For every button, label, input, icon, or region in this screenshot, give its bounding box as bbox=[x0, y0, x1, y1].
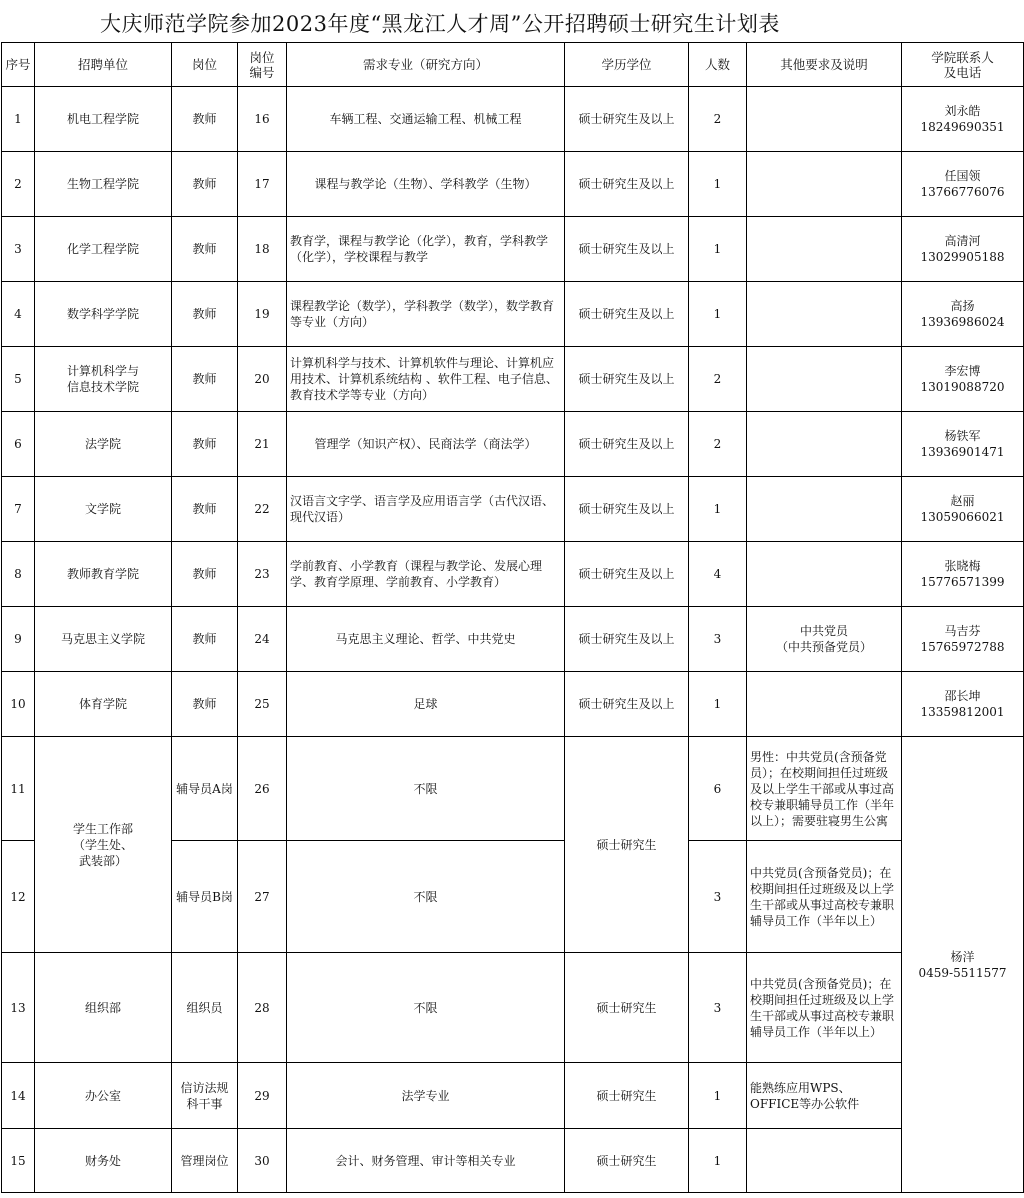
cell-major: 不限 bbox=[287, 841, 565, 953]
table-row bbox=[2, 1129, 1024, 1193]
cell-unit: 数学科学学院 bbox=[35, 282, 172, 347]
cell-contact-merged bbox=[902, 737, 1024, 1193]
cell-unit bbox=[35, 347, 172, 412]
cell-post: 教师 bbox=[172, 672, 238, 737]
cell-seq: 11 bbox=[2, 737, 35, 841]
cell-degree: 硕士研究生 bbox=[565, 953, 689, 1063]
cell-count: 1 bbox=[689, 1063, 747, 1129]
cell-other: 中共党员(含预备党员)；在校期间担任过班级及以上学生干部或从事过高校专兼职辅导员工作（半年以上） bbox=[747, 953, 902, 1063]
header-row bbox=[2, 43, 1024, 87]
cell-other bbox=[747, 87, 902, 152]
unit-line3: 武装部） bbox=[78, 853, 127, 868]
table-row bbox=[2, 347, 1024, 412]
contact-name: 马吉芬 bbox=[944, 624, 981, 638]
cell-other bbox=[747, 282, 902, 347]
cell-seq: 10 bbox=[2, 672, 35, 737]
table-row bbox=[2, 1063, 1024, 1129]
unit-line2: 信息技术学院 bbox=[66, 380, 139, 394]
header-post: 岗位 bbox=[172, 43, 238, 87]
cell-other: 男性：中共党员(含预备党员）；在校期间担任过班级及以上学生干部或从事过高校专兼职辅导员工作（半年以上）；需要驻寝男生公寓 bbox=[747, 737, 902, 841]
cell-code: 28 bbox=[238, 953, 287, 1063]
table-row bbox=[2, 412, 1024, 477]
other-line2: （中共预备党员） bbox=[775, 640, 872, 654]
cell-seq: 2 bbox=[2, 152, 35, 217]
cell-other bbox=[747, 152, 902, 217]
cell-other bbox=[747, 217, 902, 282]
cell-seq: 8 bbox=[2, 542, 35, 607]
cell-post: 教师 bbox=[172, 347, 238, 412]
cell-degree: 硕士研究生及以上 bbox=[565, 152, 689, 217]
cell-degree: 硕士研究生及以上 bbox=[565, 282, 689, 347]
cell-post: 教师 bbox=[172, 282, 238, 347]
cell-count: 3 bbox=[689, 953, 747, 1063]
table-row bbox=[2, 87, 1024, 152]
cell-major: 计算机科学与技术、计算机软件与理论、计算机应用技术、计算机系统结构 、软件工程、电子信息、教育技术学等专业（方向） bbox=[287, 347, 565, 412]
cell-degree: 硕士研究生及以上 bbox=[565, 87, 689, 152]
contact-phone: 13359812001 bbox=[920, 705, 1005, 719]
cell-seq: 4 bbox=[2, 282, 35, 347]
contact-name: 高清河 bbox=[944, 234, 981, 248]
cell-post: 教师 bbox=[172, 477, 238, 542]
cell-seq: 12 bbox=[2, 841, 35, 953]
cell-code: 27 bbox=[238, 841, 287, 953]
contact-name: 赵丽 bbox=[950, 494, 975, 508]
cell-post: 教师 bbox=[172, 217, 238, 282]
cell-major: 管理学（知识产权）、民商法学（商法学） bbox=[287, 412, 565, 477]
cell-seq: 14 bbox=[2, 1063, 35, 1129]
cell-count: 4 bbox=[689, 542, 747, 607]
header-contact-line1: 学院联系人 bbox=[931, 49, 994, 65]
cell-unit-merged bbox=[35, 737, 172, 953]
cell-degree: 硕士研究生及以上 bbox=[565, 412, 689, 477]
cell-unit: 生物工程学院 bbox=[35, 152, 172, 217]
cell-other bbox=[747, 347, 902, 412]
cell-major: 汉语言文字学、语言学及应用语言学（古代汉语、现代汉语） bbox=[287, 477, 565, 542]
cell-code: 19 bbox=[238, 282, 287, 347]
cell-post: 教师 bbox=[172, 607, 238, 672]
document-title bbox=[0, 0, 1024, 42]
contact-phone: 18249690351 bbox=[920, 120, 1005, 134]
cell-other: 中共党员(含预备党员)；在校期间担任过班级及以上学生干部或从事过高校专兼职辅导员工作（半年以上） bbox=[747, 841, 902, 953]
cell-code: 29 bbox=[238, 1063, 287, 1129]
cell-other bbox=[747, 672, 902, 737]
contact-phone: 0459-5511577 bbox=[918, 965, 1007, 980]
cell-other: 能熟练应用WPS、OFFICE等办公软件 bbox=[747, 1063, 902, 1129]
table-row bbox=[2, 607, 1024, 672]
cell-code: 30 bbox=[238, 1129, 287, 1193]
cell-degree: 硕士研究生及以上 bbox=[565, 477, 689, 542]
cell-major: 不限 bbox=[287, 953, 565, 1063]
cell-code: 26 bbox=[238, 737, 287, 841]
unit-line1: 学生工作部 bbox=[72, 821, 133, 836]
cell-code: 22 bbox=[238, 477, 287, 542]
cell-major: 法学专业 bbox=[287, 1063, 565, 1129]
contact-name: 杨洋 bbox=[950, 949, 975, 964]
table-row bbox=[2, 152, 1024, 217]
table-row bbox=[2, 477, 1024, 542]
cell-code: 24 bbox=[238, 607, 287, 672]
contact-name: 刘永皓 bbox=[944, 104, 981, 118]
contact-name: 杨铁军 bbox=[944, 429, 981, 443]
contact-name: 高扬 bbox=[950, 299, 975, 313]
contact-name: 张晓梅 bbox=[944, 559, 981, 573]
cell-count: 1 bbox=[689, 672, 747, 737]
cell-unit: 马克思主义学院 bbox=[35, 607, 172, 672]
cell-count: 3 bbox=[689, 841, 747, 953]
cell-unit: 教师教育学院 bbox=[35, 542, 172, 607]
header-contact-line2: 及电话 bbox=[943, 64, 982, 80]
contact-phone: 15765972788 bbox=[920, 640, 1005, 654]
cell-contact bbox=[902, 672, 1024, 737]
contact-phone: 15776571399 bbox=[920, 575, 1005, 589]
contact-phone: 13029905188 bbox=[920, 250, 1005, 264]
cell-other bbox=[747, 607, 902, 672]
contact-phone: 13019088720 bbox=[920, 380, 1005, 394]
cell-unit: 办公室 bbox=[35, 1063, 172, 1129]
cell-post: 管理岗位 bbox=[172, 1129, 238, 1193]
cell-seq: 3 bbox=[2, 217, 35, 282]
post-line1: 信访法规 bbox=[180, 1080, 229, 1095]
cell-code: 23 bbox=[238, 542, 287, 607]
cell-unit: 化学工程学院 bbox=[35, 217, 172, 282]
cell-contact bbox=[902, 412, 1024, 477]
cell-seq: 6 bbox=[2, 412, 35, 477]
cell-code: 16 bbox=[238, 87, 287, 152]
cell-code: 17 bbox=[238, 152, 287, 217]
cell-degree: 硕士研究生 bbox=[565, 1063, 689, 1129]
cell-seq: 5 bbox=[2, 347, 35, 412]
header-other: 其他要求及说明 bbox=[747, 43, 902, 87]
table-row bbox=[2, 953, 1024, 1063]
cell-degree: 硕士研究生及以上 bbox=[565, 672, 689, 737]
cell-degree: 硕士研究生及以上 bbox=[565, 607, 689, 672]
table-row bbox=[2, 737, 1024, 841]
cell-seq: 7 bbox=[2, 477, 35, 542]
table-row bbox=[2, 217, 1024, 282]
cell-count: 1 bbox=[689, 477, 747, 542]
contact-name: 任国领 bbox=[944, 169, 981, 183]
cell-other bbox=[747, 412, 902, 477]
post-line2: 科干事 bbox=[186, 1096, 223, 1111]
cell-unit: 财务处 bbox=[35, 1129, 172, 1193]
unit-line2: （学生处、 bbox=[72, 837, 133, 852]
cell-contact bbox=[902, 542, 1024, 607]
cell-other bbox=[747, 477, 902, 542]
cell-post: 教师 bbox=[172, 542, 238, 607]
cell-count: 6 bbox=[689, 737, 747, 841]
cell-major: 课程与教学论（生物）、学科教学（生物） bbox=[287, 152, 565, 217]
cell-count: 1 bbox=[689, 217, 747, 282]
cell-major: 会计、财务管理、审计等相关专业 bbox=[287, 1129, 565, 1193]
cell-contact bbox=[902, 87, 1024, 152]
unit-line1: 计算机科学与 bbox=[66, 364, 139, 378]
contact-name: 邵长坤 bbox=[944, 689, 981, 703]
cell-count: 2 bbox=[689, 87, 747, 152]
cell-count: 2 bbox=[689, 347, 747, 412]
cell-major: 马克思主义理论、哲学、中共党史 bbox=[287, 607, 565, 672]
cell-post: 辅导员B岗 bbox=[172, 841, 238, 953]
cell-code: 25 bbox=[238, 672, 287, 737]
cell-count: 3 bbox=[689, 607, 747, 672]
header-code bbox=[238, 43, 287, 87]
recruitment-table bbox=[1, 42, 1024, 1193]
cell-degree: 硕士研究生及以上 bbox=[565, 542, 689, 607]
cell-post: 辅导员A岗 bbox=[172, 737, 238, 841]
cell-unit: 机电工程学院 bbox=[35, 87, 172, 152]
table-row bbox=[2, 672, 1024, 737]
cell-major: 车辆工程、交通运输工程、机械工程 bbox=[287, 87, 565, 152]
cell-degree: 硕士研究生及以上 bbox=[565, 217, 689, 282]
contact-name: 李宏博 bbox=[944, 364, 981, 378]
cell-seq: 9 bbox=[2, 607, 35, 672]
other-line1: 中共党员 bbox=[799, 624, 848, 638]
cell-unit: 体育学院 bbox=[35, 672, 172, 737]
cell-other bbox=[747, 1129, 902, 1193]
header-degree: 学历学位 bbox=[565, 43, 689, 87]
header-contact bbox=[902, 43, 1024, 87]
header-unit: 招聘单位 bbox=[35, 43, 172, 87]
cell-code: 18 bbox=[238, 217, 287, 282]
contact-phone: 13936986024 bbox=[920, 315, 1005, 329]
contact-phone: 13059066021 bbox=[920, 510, 1005, 524]
cell-contact bbox=[902, 152, 1024, 217]
cell-degree: 硕士研究生及以上 bbox=[565, 347, 689, 412]
cell-post bbox=[172, 1063, 238, 1129]
header-code-line1: 岗位 bbox=[249, 49, 275, 65]
cell-major: 课程教学论（数学），学科教学（数学），数学教育等专业（方向） bbox=[287, 282, 565, 347]
cell-seq: 13 bbox=[2, 953, 35, 1063]
cell-post: 教师 bbox=[172, 152, 238, 217]
cell-contact bbox=[902, 347, 1024, 412]
cell-major: 不限 bbox=[287, 737, 565, 841]
cell-major: 学前教育、小学教育（课程与教学论、发展心理学、教育学原理、学前教育、小学教育） bbox=[287, 542, 565, 607]
cell-unit: 组织部 bbox=[35, 953, 172, 1063]
cell-degree-merged: 硕士研究生 bbox=[565, 737, 689, 953]
cell-contact bbox=[902, 282, 1024, 347]
cell-seq: 1 bbox=[2, 87, 35, 152]
cell-contact bbox=[902, 607, 1024, 672]
header-count: 人数 bbox=[689, 43, 747, 87]
cell-post: 教师 bbox=[172, 87, 238, 152]
cell-count: 1 bbox=[689, 1129, 747, 1193]
contact-phone: 13936901471 bbox=[920, 445, 1005, 459]
contact-phone: 13766776076 bbox=[920, 185, 1005, 199]
table-row bbox=[2, 542, 1024, 607]
cell-unit: 法学院 bbox=[35, 412, 172, 477]
cell-count: 1 bbox=[689, 152, 747, 217]
cell-post: 教师 bbox=[172, 412, 238, 477]
cell-count: 1 bbox=[689, 282, 747, 347]
cell-code: 20 bbox=[238, 347, 287, 412]
title-text: 大庆师范学院参加2023年度“黑龙江人才周”公开招聘硕士研究生计划表 bbox=[100, 12, 780, 36]
cell-other bbox=[747, 542, 902, 607]
table-row bbox=[2, 282, 1024, 347]
cell-count: 2 bbox=[689, 412, 747, 477]
cell-contact bbox=[902, 217, 1024, 282]
cell-code: 21 bbox=[238, 412, 287, 477]
header-seq: 序号 bbox=[2, 43, 35, 87]
header-code-line2: 编号 bbox=[249, 64, 275, 80]
cell-seq: 15 bbox=[2, 1129, 35, 1193]
cell-major: 教育学，课程与教学论（化学），教育，学科教学（化学），学校课程与教学 bbox=[287, 217, 565, 282]
cell-contact bbox=[902, 477, 1024, 542]
cell-degree: 硕士研究生 bbox=[565, 1129, 689, 1193]
cell-major: 足球 bbox=[287, 672, 565, 737]
cell-post: 组织员 bbox=[172, 953, 238, 1063]
cell-unit: 文学院 bbox=[35, 477, 172, 542]
header-major: 需求专业（研究方向） bbox=[287, 43, 565, 87]
